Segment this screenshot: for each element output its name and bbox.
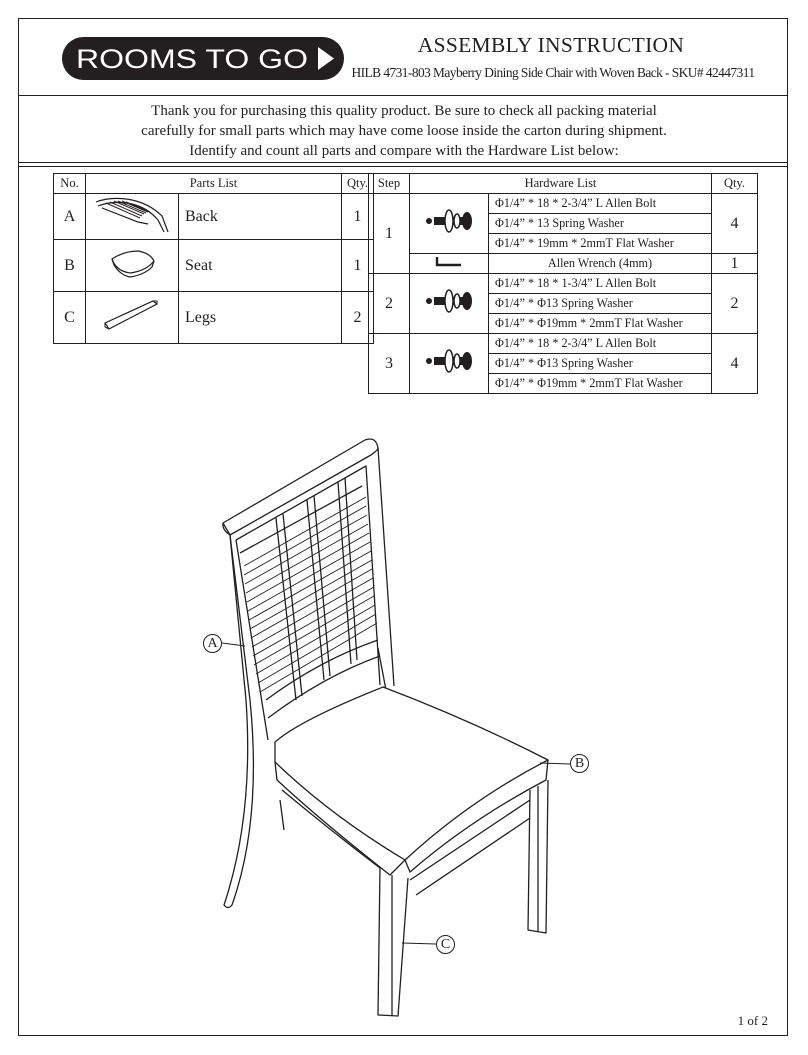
part-qty: 1 bbox=[342, 240, 374, 292]
hardware-item: Φ1/4” * 18 * 1-3/4” L Allen Bolt bbox=[489, 274, 712, 294]
col-header-qty: Qty. bbox=[712, 174, 758, 194]
hardware-item: Φ1/4” * Φ13 Spring Washer bbox=[489, 354, 712, 374]
col-header-qty: Qty. bbox=[342, 174, 374, 194]
hardware-item: Φ1/4” * 18 * 2-3/4” L Allen Bolt bbox=[489, 334, 712, 354]
hardware-qty: 2 bbox=[712, 274, 758, 334]
hardware-item: Φ1/4” * 13 Spring Washer bbox=[489, 214, 712, 234]
hardware-item: Φ1/4” * 18 * 2-3/4” L Allen Bolt bbox=[489, 194, 712, 214]
callout-b: B bbox=[570, 754, 589, 773]
hardware-item: Allen Wrench (4mm) bbox=[489, 254, 712, 274]
intro-line: carefully for small parts which may have come loose inside the carton during shipment. bbox=[141, 123, 667, 139]
page-title: ASSEMBLY INSTRUCTION bbox=[417, 33, 685, 57]
step-number: 2 bbox=[369, 274, 410, 334]
part-name: Seat bbox=[179, 240, 342, 292]
col-header-hardware: Hardware List bbox=[410, 174, 712, 194]
part-qty: 2 bbox=[342, 292, 374, 344]
part-name: Legs bbox=[179, 292, 342, 344]
hardware-qty: 4 bbox=[712, 194, 758, 254]
col-header-step: Step bbox=[369, 174, 410, 194]
hardware-qty: 4 bbox=[712, 334, 758, 394]
hardware-item: Φ1/4” * 19mm * 2mmT Flat Washer bbox=[489, 234, 712, 254]
hardware-item: Φ1/4” * Φ19mm * 2mmT Flat Washer bbox=[489, 314, 712, 334]
woven-back bbox=[244, 497, 377, 692]
part-number: B bbox=[54, 240, 86, 292]
intro-line: Identify and count all parts and compare with the Hardware List below: bbox=[189, 143, 619, 159]
col-header-no: No. bbox=[54, 174, 86, 194]
hardware-item: Φ1/4” * Φ19mm * 2mmT Flat Washer bbox=[489, 374, 712, 394]
hardware-item: Φ1/4” * Φ13 Spring Washer bbox=[489, 294, 712, 314]
col-header-parts: Parts List bbox=[86, 174, 342, 194]
step-number: 3 bbox=[369, 334, 410, 394]
logo-text: ROOMS TO GO bbox=[76, 44, 308, 74]
page-number: 1 of 2 bbox=[737, 1013, 768, 1028]
intro-line: Thank you for purchasing this quality product. Be sure to check all packing material bbox=[151, 103, 657, 119]
callout-c: C bbox=[436, 935, 455, 954]
part-name: Back bbox=[179, 194, 342, 240]
part-number: A bbox=[54, 194, 86, 240]
step-number: 1 bbox=[369, 194, 410, 274]
hardware-qty: 1 bbox=[712, 254, 758, 274]
callout-a: A bbox=[203, 634, 222, 653]
product-subtitle: HILB 4731-803 Mayberry Dining Side Chair with Woven Back - SKU# 42447311 bbox=[351, 65, 755, 80]
part-number: C bbox=[54, 292, 86, 344]
part-qty: 1 bbox=[342, 194, 374, 240]
